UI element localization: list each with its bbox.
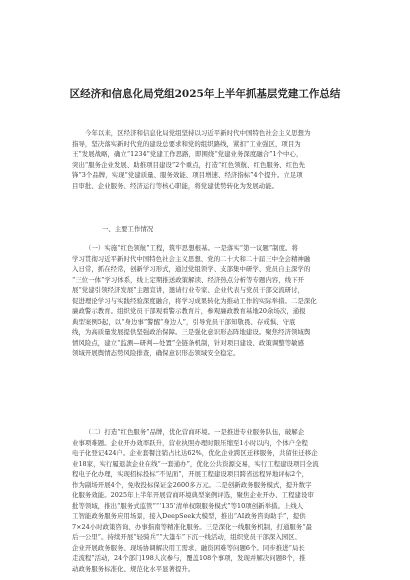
section-two-paragraph (72, 427, 332, 574)
intro-line: 锋”3个品牌，实现“党建质量、服务效能、项目增速、经济指标”4个提升。立足项 (72, 171, 303, 179)
intro-line: 指导，坚决落实新时代党的建设总要求和党的组织路线，紧扣“工业强区，项目为 (72, 139, 301, 148)
paragraph-line: 学习贯彻习近平新时代中国特色社会主义思想、党的二十大和二十届三中全会精神融 (72, 254, 311, 263)
paragraph-line: 情风险点，建立“监测—研判—处置”全链条机制，针对项目建设、政策调整等敏感 (72, 338, 305, 347)
paragraph-line: 工智能政务服务应用场景，接入DeepSeek大模型，推出“AI政务咨询助手”，提供 (72, 512, 306, 520)
section-heading: 一、主要工作情况 (102, 225, 154, 233)
paragraph-line: 化服务效能。2025年上半年开展营商环境典型案例评选，聚焦企业开办、工程建设审 (72, 491, 314, 499)
paragraph-line: 促进理论学习与实践经验深度融合，将学习成果转化为推动工作的实际举措。二是深化 (72, 296, 317, 305)
paragraph-line: 作为副场开展4个，免收投标保证金2600多万元。二是创新政务服务模式，提升数字 (72, 480, 312, 489)
paragraph-line: 走流程”活动，24个部门198人次参与，覆盖108个事项，发现并解决问题8个，推 (72, 554, 306, 562)
paragraph-line: 领域开展舆情态势风险排查，确保意识形态领域安全稳定。 (72, 349, 240, 357)
section-one-paragraph (72, 243, 332, 359)
paragraph-line: 7×24小时政策咨询、办事指南等精准化服务。三是深化一线服务机制，打通服务“最 (72, 522, 313, 531)
paragraph-line: “三位一体”学习体系，线上定期推送政策解读、经济热点分析等专题内容，线下开 (72, 275, 305, 284)
intro-line: 王”发展战略，确立“1234”党建工作思路，即围绕“党建业务深度融合”1个中心， (72, 150, 303, 158)
intro-line: 今年以来，区经济和信息化局党组坚持以习近平新时代中国特色社会主义思想为 (85, 129, 311, 137)
paragraph-line: 廉政警示教育。组织党员干部观看警示教育片，参观廉政教育基地20余场次，通报 (72, 307, 306, 315)
paragraph-line: 典型案例5起，以“身边事”警醒“身边人”，引导党员干部知敬畏、存戒惧、守底 (72, 317, 296, 326)
paragraph-line: 后一公里”。持续开展“轻骑兵”“大篷车”下沉一线活动，组织党员干部深入园区、 (72, 533, 302, 541)
paragraph-line: 电子化登记424户。企业套餐注销占比达62%，优化企业跨区迁移服务，共留住迁移企 (72, 449, 318, 457)
paragraph-line: 业事项难题。企业开办效率跃升，营业执照办理时限压缩至1小时以内，个体户全程 (72, 438, 308, 447)
intro-paragraph (72, 128, 332, 191)
paragraph-line: 业18家，实行履退款企业在线“一套通办”，优化公共资源交易，实行工程建设项目全流 (72, 459, 319, 468)
paragraph-line: （一）实施“红色领航”工程，筑牢思想根基。一是落实“第一议题”制度。将 (85, 244, 298, 252)
paragraph-line: 动政务服务标准化、规范化水平显著提升。 (72, 564, 195, 573)
paragraph-line: 企业开展政务服务、现场协调解决用工需求、融资困难等问题6个。同步推进“局长 (72, 543, 305, 552)
paragraph-line: 批等领域，推出“服务式监管”“‘135’清单权限服务模式”等10项创新举措。上线人 (72, 501, 304, 510)
paragraph-line: 线，为高质量发展提供坚强政治保障。三是强化意识形态阵地建设。聚焦经济领域舆 (72, 328, 311, 336)
document-title: 区经济和信息化局党组2025年上半年抓基层党建工作总结 (69, 88, 341, 100)
intro-line: 突出“服务企业发展、助推项目建设”2个重点，打造“红色领航、红色服务、红色先 (72, 160, 306, 169)
intro-line: 目审批、企业服务、经济运行等核心职能，将党建优势转化为发展动能。 (72, 181, 279, 190)
paragraph-line: 程电子化办理，实现招标投标“不见面”，开展工程建设项目跨省远程异地评标2个， (72, 470, 309, 478)
paragraph-line: （二）打造“红色服务”品牌，优化营商环境。一是推进专业服务队伍，破解企 (85, 428, 305, 436)
paragraph-line: 展“党建引领经济发展”主题宣讲，邀请行业专家、企业代表与党员干部交流研讨， (72, 286, 305, 294)
paragraph-line: 入日常，抓在经常，创新学习形式，通过党组领学、支部集中研学、党员自主深学的 (72, 265, 311, 273)
